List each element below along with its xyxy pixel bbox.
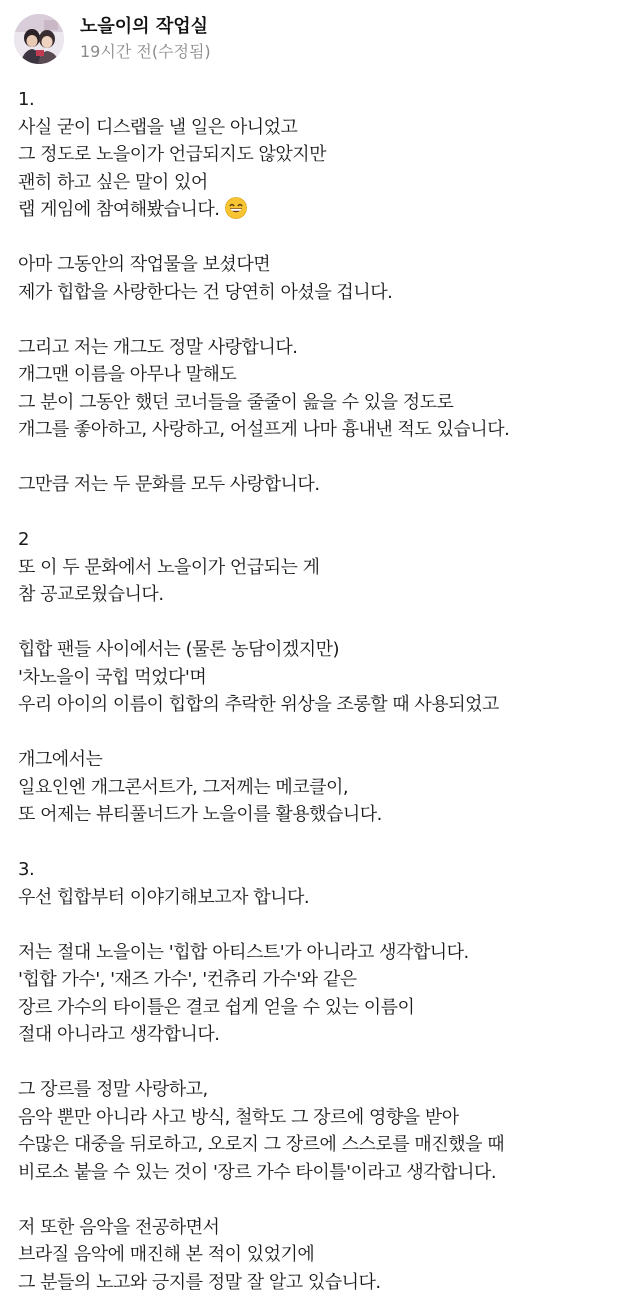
post-line bbox=[18, 279, 628, 307]
grinning-face-emoji-icon bbox=[225, 197, 247, 219]
profile-avatar-icon bbox=[14, 14, 64, 64]
post-line-text: 비로소 붙을 수 있는 것이 '장르 가수 타이틀'이라고 생각합니다. bbox=[18, 1161, 497, 1183]
post-line-text: 또 이 두 문화에서 노을이가 언급되는 게 bbox=[18, 556, 320, 578]
post-line bbox=[18, 1241, 628, 1269]
post-line-text: 그 분들의 노고와 긍지를 정말 잘 알고 있습니다. bbox=[18, 1271, 381, 1293]
post-line bbox=[18, 801, 628, 829]
post-line bbox=[18, 224, 628, 252]
post-line bbox=[18, 1214, 628, 1242]
post-line-text: 그 분이 그동안 했던 코너들을 줄줄이 읊을 수 있을 정도로 bbox=[18, 391, 454, 413]
post-line bbox=[18, 554, 628, 582]
post-line bbox=[18, 361, 628, 389]
post-line bbox=[18, 389, 628, 417]
post-line bbox=[18, 939, 628, 967]
post-line-text: 개그맨 이름을 아무나 말해도 bbox=[18, 364, 237, 385]
post-line bbox=[18, 499, 628, 527]
post-line bbox=[18, 746, 628, 774]
post-line-text: 음악 뿐만 아니라 사고 방식, 철학도 그 장르에 영향을 받아 bbox=[18, 1106, 459, 1128]
post-line bbox=[18, 1021, 628, 1049]
post-line-text: 사실 굳이 디스랩을 낼 일은 아니었고 bbox=[18, 116, 298, 138]
post-line-text: 또 어제는 뷰티풀너드가 노을이를 활용했습니다. bbox=[18, 804, 382, 825]
post-line-text: 우선 힙합부터 이야기해보고자 합니다. bbox=[18, 886, 310, 908]
post-line bbox=[18, 1131, 628, 1159]
post-line-text: 일요인엔 개그콘서트가, 그저께는 메코클이, bbox=[18, 776, 349, 798]
post-line-text: '힙합 가수', '재즈 가수', '컨츄리 가수'와 같은 bbox=[18, 969, 357, 990]
post-line bbox=[18, 306, 628, 334]
post-line bbox=[18, 1049, 628, 1077]
post-line-text: 장르 가수의 타이틀은 결코 쉽게 얻을 수 있는 이름이 bbox=[18, 996, 415, 1018]
post-line bbox=[18, 691, 628, 719]
post-line-text: 그 장르를 정말 사랑하고, bbox=[18, 1079, 208, 1100]
post-line-text: 참 공교로웠습니다. bbox=[18, 584, 164, 605]
post-line bbox=[18, 526, 628, 554]
post-line-text: 저 또한 음악을 전공하면서 bbox=[18, 1216, 220, 1238]
post-line bbox=[18, 114, 628, 142]
post-line bbox=[18, 609, 628, 637]
post-line bbox=[18, 1269, 628, 1297]
post-line-text: 개그를 좋아하고, 사랑하고, 어설프게 나마 흉내낸 적도 있습니다. bbox=[18, 419, 510, 440]
post-line bbox=[18, 636, 628, 664]
post-line bbox=[18, 911, 628, 939]
post-line-text: 그만큼 저는 두 문화를 모두 사랑합니다. bbox=[18, 474, 320, 495]
post-line bbox=[18, 966, 628, 994]
post-line bbox=[18, 884, 628, 912]
post-line bbox=[18, 1104, 628, 1132]
post-line bbox=[18, 444, 628, 472]
post-line bbox=[18, 416, 628, 444]
author-name[interactable]: 노을이의 작업실 bbox=[80, 16, 208, 37]
post-line bbox=[18, 581, 628, 609]
post-line bbox=[18, 774, 628, 802]
post-line-text: 우리 아이의 이름이 힙합의 추락한 위상을 조롱할 때 사용되었고 bbox=[18, 694, 499, 715]
post-line-text: 괜히 하고 싶은 말이 있어 bbox=[18, 171, 208, 193]
post-line-text: 절대 아니라고 생각합니다. bbox=[18, 1024, 220, 1045]
post-line bbox=[18, 856, 628, 884]
post-line bbox=[18, 829, 628, 857]
post-line-text: 개그에서는 bbox=[18, 749, 103, 770]
post-line-text: 랩 게임에 참여해봤습니다. bbox=[18, 199, 220, 220]
post-line bbox=[18, 719, 628, 747]
post-line-text: 아마 그동안의 작업물을 보셨다면 bbox=[18, 254, 271, 275]
post-line-text: 힙합 팬들 사이에서는 (물론 농담이겠지만) bbox=[18, 639, 340, 660]
post-timestamp: 19시간 전(수정됨) bbox=[80, 42, 211, 61]
post-line-text: 1. bbox=[18, 89, 35, 110]
post-line bbox=[18, 196, 628, 224]
post-line-text: 2 bbox=[18, 529, 29, 550]
post-line-text: 수많은 대중을 뒤로하고, 오로지 그 장르에 스스로를 매진했을 때 bbox=[18, 1134, 505, 1155]
post-line-text: 그 정도로 노을이가 언급되지도 않았지만 bbox=[18, 144, 326, 165]
post-line bbox=[18, 471, 628, 499]
post-line bbox=[18, 1076, 628, 1104]
post-line bbox=[18, 334, 628, 362]
post-line-text: 제가 힙합을 사랑한다는 건 당연히 아셨을 겁니다. bbox=[18, 281, 393, 303]
post-line bbox=[18, 86, 628, 114]
post-line-text: 브라질 음악에 매진해 본 적이 있었기에 bbox=[18, 1244, 315, 1265]
post-body bbox=[18, 86, 628, 1296]
post-header bbox=[14, 13, 211, 65]
post-line bbox=[18, 251, 628, 279]
avatar[interactable] bbox=[14, 14, 64, 64]
post-line-text: 저는 절대 노을이는 '힙합 아티스트'가 아니라고 생각합니다. bbox=[18, 941, 469, 963]
post-line-text: 3. bbox=[18, 859, 35, 880]
post-line bbox=[18, 1159, 628, 1187]
post-line bbox=[18, 1186, 628, 1214]
post-line-text: 그리고 저는 개그도 정말 사랑합니다. bbox=[18, 336, 298, 358]
post-line-text: '차노을이 국힙 먹었다'며 bbox=[18, 666, 207, 688]
post-line bbox=[18, 141, 628, 169]
post-line bbox=[18, 994, 628, 1022]
post-line bbox=[18, 169, 628, 197]
post-line bbox=[18, 664, 628, 692]
